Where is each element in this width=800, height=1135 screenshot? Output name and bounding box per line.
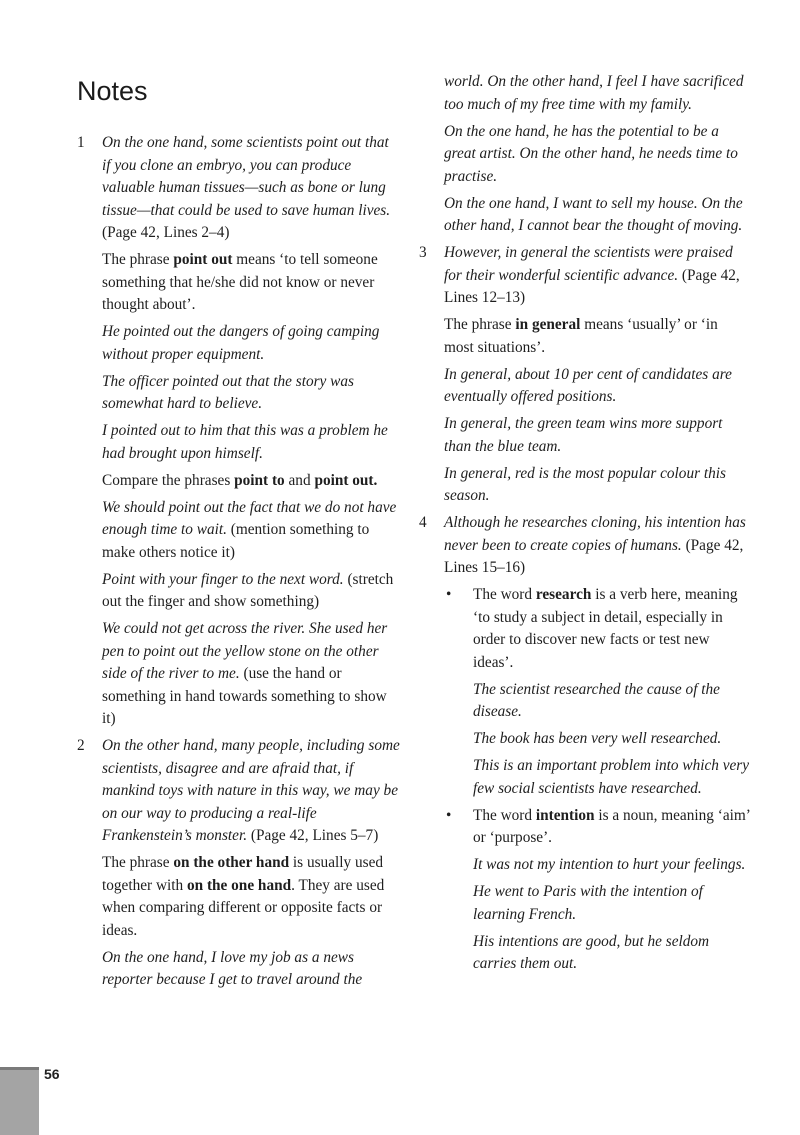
comparison [102, 470, 400, 493]
example-with-note [102, 618, 400, 731]
example-sentence: I pointed out to him that this was a problem he had brought upon himself. [102, 422, 388, 462]
example-sentence: His intentions are good, but he seldom carries them out. [473, 932, 710, 972]
example-sentence: The book has been very well researched. [473, 730, 722, 747]
definition [473, 805, 751, 850]
example-sentence: It was not my intention to hurt your feelings. [473, 856, 746, 873]
definition-text: means ‘usually’ or ‘in most situations’. [444, 316, 718, 356]
example-sentence: On the one hand, he has the potential to be a great artist. On the other hand, he needs time to practise. [444, 122, 738, 185]
bullet-research [444, 584, 751, 800]
example-sentence: He went to Paris with the intention of learning French. [473, 883, 703, 923]
page-title: Notes [77, 76, 148, 106]
note-quote [102, 735, 400, 848]
key-phrase: on the other hand [173, 854, 290, 871]
example-sentence: This is an important problem into which very few social scientists have researched. [473, 757, 750, 797]
definition-text: The phrase [444, 316, 516, 333]
definition-text: is a noun, meaning ‘aim’ or ‘purpose’. [473, 806, 750, 846]
key-phrase: point out [173, 251, 233, 268]
example-sentence: The officer pointed out that the story was somewhat hard to believe. [102, 372, 354, 412]
example-sentence: We could not get across the river. She used her pen to point out the yellow stone on the other side of the river to me. [102, 620, 388, 682]
definition [102, 249, 400, 317]
note-quote [444, 512, 751, 580]
quote-text: On the one hand, some scientists point out that if you clone an embryo, you can produce valuable human tissues—such as bone or lung tissue—that could be used to save human lives. [102, 134, 391, 219]
note-1 [77, 132, 400, 731]
bullet-intention [444, 805, 751, 976]
example-sentence: world. On the other hand, I feel I have sacrificed too much of my free time with my family. [444, 73, 744, 113]
example-with-note [102, 497, 400, 565]
key-phrase: in general [515, 316, 581, 333]
note-quote [444, 242, 751, 310]
example-sentence: The scientist researched the cause of the disease. [473, 680, 720, 720]
example-sentence: In general, the green team wins more support than the blue team. [444, 415, 723, 455]
quote-text: However, in general the scientists were praised for their wonderful scientific advance. [444, 244, 733, 284]
note-2 [77, 735, 400, 992]
right-column [419, 71, 751, 980]
page-reference: (Page 42, Lines 2–4) [102, 224, 230, 241]
comparison-text: and [284, 471, 315, 489]
example-with-note [102, 569, 400, 614]
note-2-continued [419, 71, 751, 238]
note-number: 2 [77, 737, 85, 754]
bullet-icon: • [446, 806, 452, 824]
note-4 [419, 512, 751, 976]
quote-text: On the other hand, many people, including some scientists, disagree and are afraid that, if mankind toys with nature in this way, we may be on our way to producing a real-life Frankenstein’s monster. [102, 737, 400, 844]
definition-text: The phrase [102, 251, 174, 268]
definition-text: The word [473, 806, 536, 824]
definition [473, 584, 751, 674]
usage-note: (mention something to make others notice it) [102, 521, 370, 561]
example-sentence: On the one hand, I want to sell my house. On the other hand, I cannot bear the thought of moving. [444, 194, 743, 234]
definition-text: is usually used together with [102, 854, 384, 894]
example-sentence: In general, red is the most popular colour this season. [444, 464, 726, 504]
example-sentence: On the one hand, I love my job as a news reporter because I get to travel around the [102, 948, 363, 988]
example-sentence: Point with your finger to the next word. [102, 570, 344, 588]
definition-text: The word [473, 586, 536, 603]
usage-note: (stretch out the finger and show something) [102, 570, 394, 610]
definition-text: means ‘to tell someone something that he/she did not know or never thought about’. [102, 251, 378, 313]
comparison-text: Compare the phrases [102, 471, 235, 489]
key-phrase: point out. [314, 471, 378, 489]
note-number: 1 [77, 134, 85, 151]
definition-text: is a verb here, meaning ‘to study a subject in detail, especially in order to discover new facts or test new ideas’. [473, 586, 738, 671]
example-sentence: We should point out the fact that we do not have enough time to wait. [102, 498, 397, 538]
key-word: research [535, 586, 592, 603]
note-number: 4 [419, 514, 427, 531]
note-number: 3 [419, 244, 427, 261]
bullet-icon: • [446, 586, 452, 603]
definition-text: . They are used when comparing different or opposite facts or ideas. [102, 876, 385, 939]
definition [444, 314, 751, 359]
key-phrase: point to [234, 471, 285, 489]
page-number: 56 [44, 1066, 60, 1082]
page-tab [0, 1067, 39, 1135]
page-reference: (Page 42, Lines 15–16) [444, 536, 744, 576]
example-sentence: He pointed out the dangers of going camping without proper equipment. [102, 323, 380, 363]
page-reference: (Page 42, Lines 5–7) [247, 827, 379, 844]
usage-note: (use the hand or something in hand towards something to show it) [102, 665, 387, 727]
note-3 [419, 242, 751, 508]
page-reference: (Page 42, Lines 12–13) [444, 266, 740, 306]
definition [102, 852, 400, 942]
example-sentence: In general, about 10 per cent of candidates are eventually offered positions. [444, 365, 732, 405]
note-quote [102, 132, 400, 245]
key-phrase: on the one hand [186, 876, 292, 894]
definition-text: The phrase [102, 854, 174, 871]
quote-text: Although he researches cloning, his intention has never been to create copies of humans. [444, 514, 746, 554]
left-column [77, 132, 400, 996]
key-word: intention [535, 806, 595, 824]
